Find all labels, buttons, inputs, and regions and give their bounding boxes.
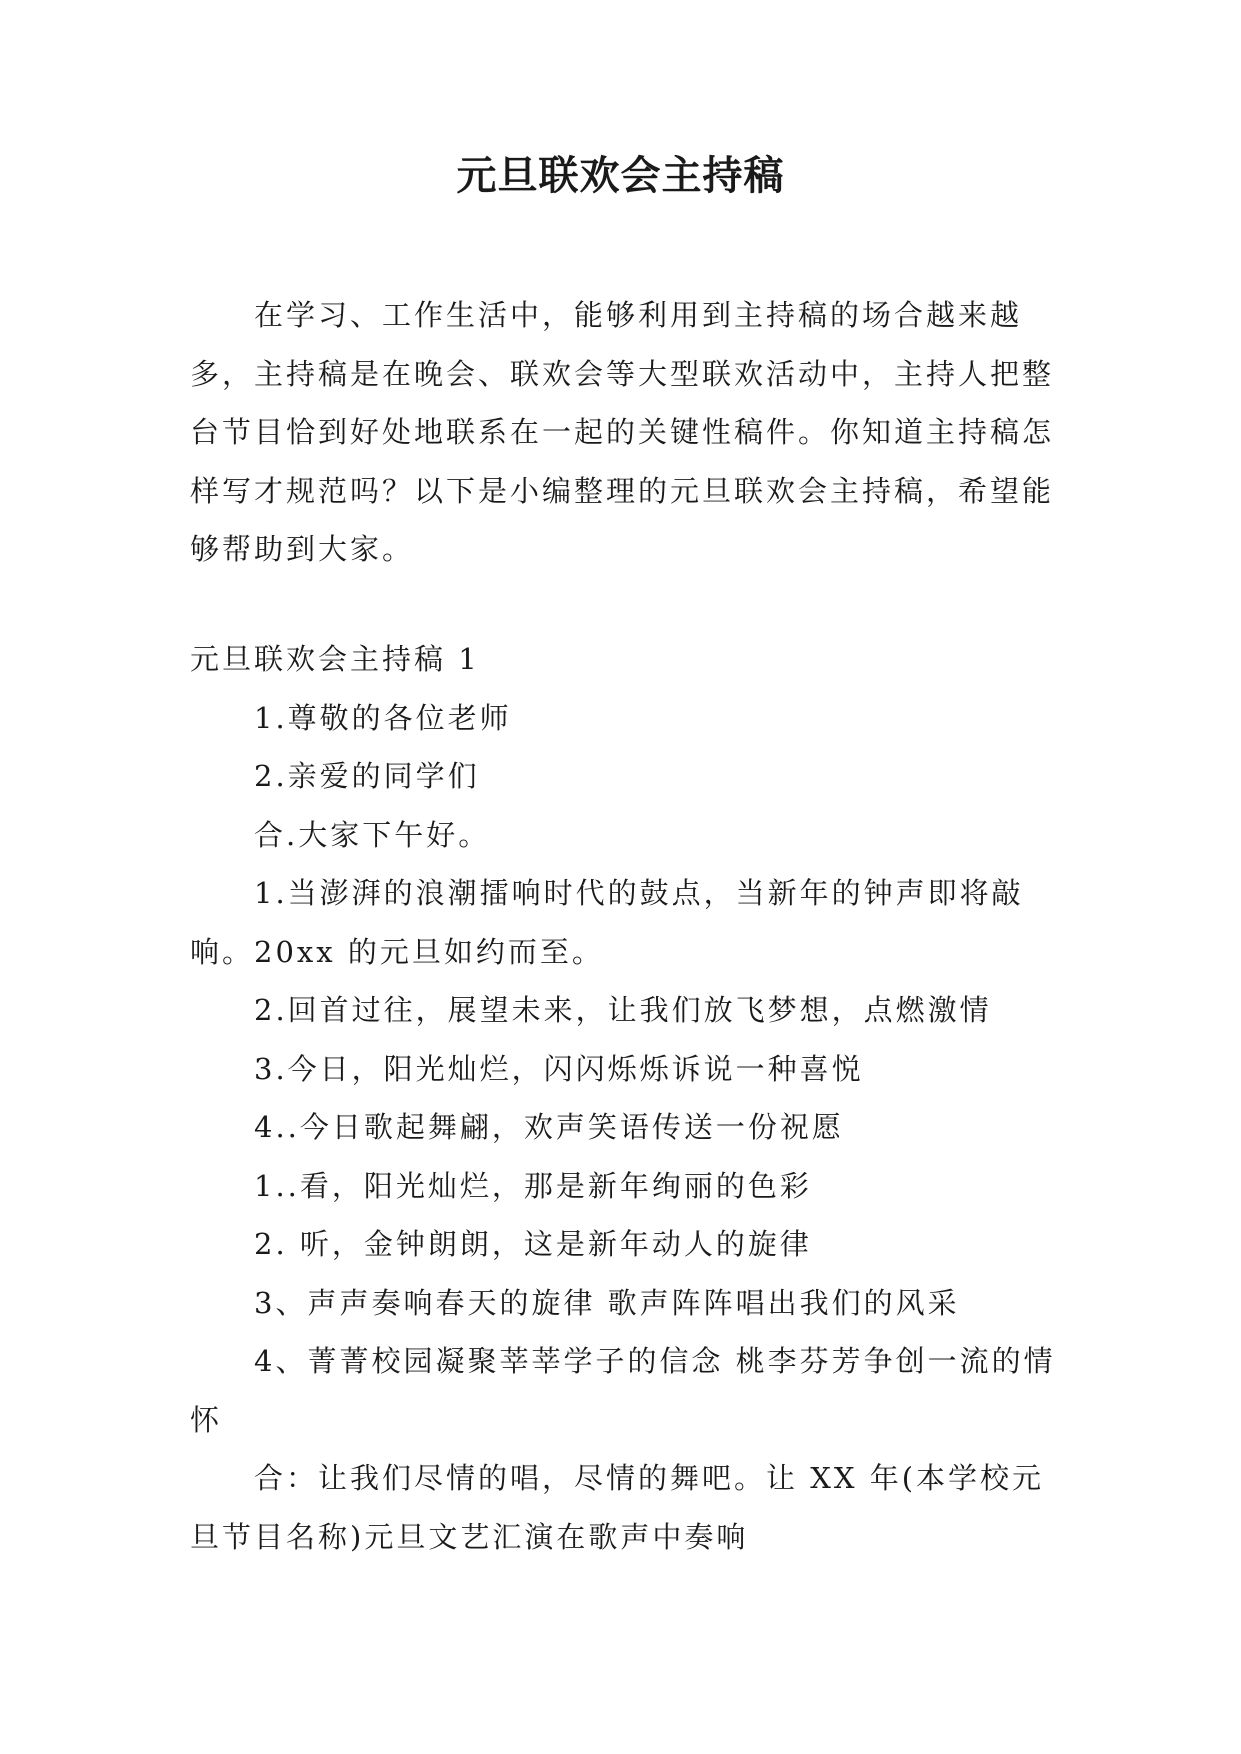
script-line: 1..看，阳光灿烂，那是新年绚丽的色彩: [254, 1168, 812, 1203]
script-line: 4..今日歌起舞翩，欢声笑语传送一份祝愿: [254, 1110, 844, 1144]
script-line: 3、声声奏响春天的旋律 歌声阵阵唱出我们的风采: [254, 1285, 960, 1320]
script-line: 2.回首过往，展望未来，让我们放飞梦想，点燃激情: [254, 993, 992, 1027]
script-line: 合：让我们尽情的唱，尽情的舞吧。让 XX 年(本学校元旦节目名称)元旦文艺汇演在歌声中奏响: [190, 1461, 1045, 1554]
script-line: 2. 听，金钟朗朗，这是新年动人的旋律: [254, 1227, 812, 1261]
section-1: [190, 630, 1056, 1566]
document-title: 元旦联欢会主持稿: [456, 152, 785, 199]
script-line: 1.当澎湃的浪潮擂响时代的鼓点，当新年的钟声即将敲响。20xx 的元旦如约而至。: [190, 876, 1024, 969]
intro-paragraph: 在学习、工作生活中，能够利用到主持稿的场合越来越多，主持稿是在晚会、联欢会等大型联欢活动中，主持人把整台节目恰到好处地联系在一起的关键性稿件。你知道主持稿怎样写才规范吗？以下是小编整理的元旦联欢会主持稿，希望能够帮助到大家。: [190, 298, 1055, 566]
script-line: 2.亲爱的同学们: [254, 759, 480, 793]
script-line: 合.大家下午好。: [254, 817, 491, 852]
script-line: 1.尊敬的各位老师: [254, 700, 512, 735]
section-heading: 元旦联欢会主持稿 1: [190, 642, 480, 676]
script-line: 4、菁菁校园凝聚莘莘学子的信念 桃李芬芳争创一流的情怀: [190, 1344, 1056, 1437]
script-line: 3.今日，阳光灿烂，闪闪烁烁诉说一种喜悦: [254, 1051, 864, 1086]
